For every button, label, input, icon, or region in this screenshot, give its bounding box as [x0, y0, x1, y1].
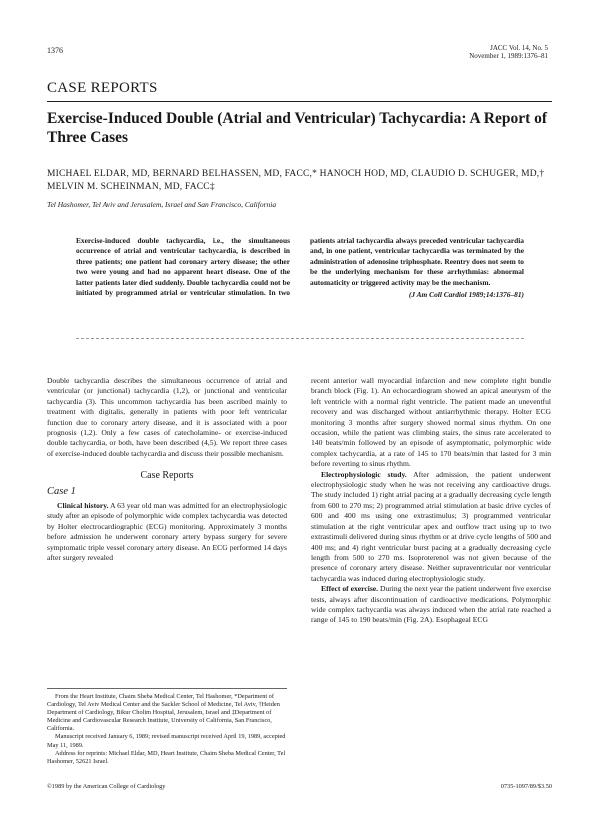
ep-study-label: Electrophysiologic study. [321, 469, 407, 479]
clinical-history-text: A 63 year old man was admitted for an electrophysiologic study after an episode of polymorphic wide complex tachycardia was detected by Holter electrocardiographic (ECG) monitoring. Approximately 3 months before admission he underwent coronary artery bypass surgery for severe symptomatic triple vessel coronary artery disease. An ECG performed 14 days after surgery revealed [47, 501, 287, 563]
case1-heading: Case 1 [47, 485, 76, 497]
case-reports-heading: Case Reports [140, 470, 194, 482]
body-column-right [311, 376, 551, 626]
ep-study-paragraph [311, 470, 551, 584]
abstract-rule [76, 338, 524, 339]
exercise-text: During the next year the patient underwent five exercise tests, always after discontinuation of cardioactive medications. Polymorphic wide complex tachycardia was always induced when the atrial rate reached a range of 145 to 190 beats/min (Fig. 2A). Esophageal ECG [311, 584, 552, 625]
page-number: 1376 [47, 46, 63, 55]
abstract-text: Exercise-induced double tachycardia, i.e., the simultaneous occurrence of atrial and ventricular tachycardia, is described in three patients; one patient had coronary artery disease; the other two were young and had no apparent heart disease. One of the latter patients later died suddenly. Double tachycardia could not be initiated by programmed atrial or ventricular stimulation. In two patients atrial tachycardia always preceded ventricular tachycardia and, in one patient, ventricular tachycardia was terminated by the administration of adenosine triphosphate. Reentry does not seem to be the underlying mechanism for these arrhythmias: abnormal automaticity or triggered activity may be the mechanism. [76, 236, 524, 298]
article-title: Exercise-Induced Double (Atrial and Ventricular) Tachycardia: A Report of Three Cases [47, 110, 548, 146]
author-list: MICHAEL ELDAR, MD, BERNARD BELHASSEN, MD, FACC,* HANOCH HOD, MD, CLAUDIO D. SCHUGER, MD,† MELVIN M. SCHEINMAN, MD, FACC‡ [47, 169, 545, 192]
footnote-reprints: Address for reprints: Michael Eldar, MD, Heart Institute, Chaim Sheba Medical Center, Tel Hashomer, 52621 Israel. [47, 749, 286, 765]
journal-reference [469, 44, 548, 60]
affiliation: Tel Hashomer, Tel Aviv and Jerusalem, Israel and San Francisco, California [47, 200, 277, 209]
journal-date-pages: November 1, 1989:1376–81 [469, 52, 548, 60]
footnote-institutions: From the Heart Institute, Chaim Sheba Medical Center, Tel Hashomer, *Department of Cardiology, Tel Aviv Medical Center and the Sackler School of Medicine, Tel Aviv, †Heiden Department of Cardiology, Bikur Cholim Hospital, Jerusalem, Israel and ‡Department of Medicine and Cardiovascular Research Institute, University of California, San Francisco, California. [47, 693, 280, 733]
journal-volume: JACC Vol. 14, No. 5 [490, 44, 548, 52]
footnotes [47, 688, 287, 766]
section-rule [47, 101, 552, 102]
clinical-history-paragraph [47, 501, 287, 563]
abstract [76, 236, 524, 340]
footnote-manuscript: Manuscript received January 6, 1989; revised manuscript received April 19, 1989, accepted May 11, 1989. [47, 733, 286, 749]
clinical-history-label: Clinical history. [57, 501, 109, 511]
abstract-citation: (J Am Coll Cardiol 1989;14:1376–81) [408, 290, 524, 300]
ep-study-text: After admission, the patient underwent electrophysiologic study when he was not receiving any cardioactive drugs. The study included 1) right atrial pacing at a gradually decreasing cycle length from 600 to 270 ms; 2) programmed atrial stimulation at basic drive cycles of 600 and 400 ms using one extrastimulus; 3) programmed ventricular stimulation at the right ventricular apex and outflow tract using up to two extrastimuli delivered during sinus rhythm or at drive cycle lengths of 500 and 400 ms; and 4) right ventricular burst pacing at a gradually decreasing cycle length from 500 to 270 ms. Isoproterenol was not given because of the presence of coronary artery disease. Neither supraventricular nor ventricular tachycardia was induced during electrophysiologic study. [311, 469, 551, 583]
body-column-left [47, 376, 287, 564]
exercise-paragraph [311, 584, 551, 626]
exercise-label: Effect of exercise. [321, 584, 379, 594]
section-heading: CASE REPORTS [47, 80, 158, 96]
article-code: 0735-1097/89/$3.50 [500, 783, 552, 790]
case1-continued-paragraph: recent anterior wall myocardial infarction and new complete right bundle branch block (Fig. 1). An echocardiogram showed an apical aneurysm of the left ventricle with a normal right ventricle. The patient made an uneventful recovery and was discharged without antiarrhythmic therapy. Holter ECG monitoring 3 months after surgery showed normal sinus rhythm. On one occasion, while the patient was climbing stairs, the sinus rate accelerated to 140 beats/min followed by an episode of asymptomatic, polymorphic wide complex tachycardia, at a rate of 145 to 170 beats/min that lasted for 3 min before reverting to sinus rhythm. [311, 376, 551, 469]
intro-paragraph: Double tachycardia describes the simultaneous occurrence of atrial and ventricular (or junctional) tachycardia (1,2), or junctional and ventricular tachycardia (3). This uncommon tachycardia has been ascribed mainly to treatment with digitalis, generally in patients with poor left ventricular function due to coronary artery disease, and it is associated with a poor prognosis (1,2). Only a few cases of catecholamine- or exercise-induced double tachycardia, or both, have been described (4,5). We report three cases of exercise-induced double tachycardia and discuss their possible mechanism. [47, 376, 287, 458]
copyright: ©1989 by the American College of Cardiology [47, 783, 166, 790]
